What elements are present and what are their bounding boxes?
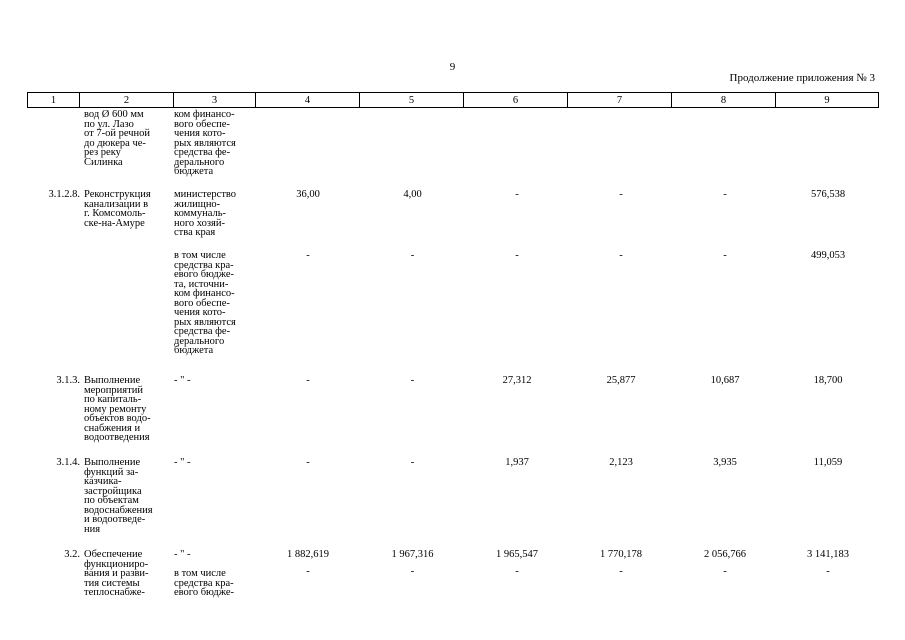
- row-executor-line: ком финансо-: [174, 109, 235, 120]
- row-executor-line: в том числе: [174, 250, 226, 261]
- row-name-line: водоснабжения: [84, 504, 153, 516]
- row-executor-line: ком финансо-: [174, 288, 235, 299]
- row-name-line: г. Комсомоль-: [84, 208, 146, 219]
- row-value: 1 967,316: [391, 549, 434, 560]
- row-name-line: тия системы: [84, 577, 140, 589]
- row-executor-line: средства кра-: [174, 577, 234, 589]
- row-name-line: вод Ø 600 мм: [84, 109, 144, 120]
- row-executor-line: - " -: [174, 549, 191, 560]
- header-cell: 9: [776, 93, 879, 108]
- page-number: 9: [449, 61, 456, 73]
- row-value: 10,687: [710, 375, 740, 386]
- row-value: -: [410, 250, 415, 261]
- row-name-line: Силинка: [84, 156, 123, 168]
- row-executor-line: жилищно-: [174, 198, 221, 210]
- row-name: [84, 376, 170, 443]
- header-cell: 5: [360, 93, 464, 108]
- row-value: 18,700: [813, 375, 843, 386]
- row-value: -: [306, 250, 310, 261]
- row-executor-line: евого бюдже-: [174, 587, 234, 598]
- row-name-line: застройщика: [84, 485, 142, 497]
- row-executor-line: - " -: [174, 375, 191, 386]
- row-value: 3,935: [713, 457, 737, 468]
- row-executor: [174, 251, 254, 356]
- row-code: 3.1.2.8.: [48, 189, 80, 200]
- row-value: 2,123: [609, 457, 633, 468]
- row-value: -: [306, 375, 310, 386]
- row-executor-line: вого обеспе-: [174, 118, 230, 130]
- row-executor-line: коммуналь-: [174, 208, 227, 219]
- row-executor: [174, 458, 254, 468]
- row-name-line: рез реку: [84, 147, 121, 158]
- row-name: [84, 110, 170, 167]
- row-code: 3.1.4.: [56, 457, 80, 468]
- header-cell: 6: [464, 93, 568, 108]
- row-name-line: водоотведения: [84, 432, 150, 443]
- row-name-line: по капиталь-: [84, 394, 142, 405]
- row-name: [84, 458, 170, 534]
- column-header-table: [27, 92, 879, 108]
- row-name-line: казчика-: [84, 476, 122, 487]
- row-value: -: [723, 566, 727, 577]
- row-name-line: ния: [84, 523, 101, 535]
- row-value: 499,053: [810, 250, 846, 261]
- row-executor-line: министерство: [174, 189, 237, 200]
- row-name-line: и водоотведе-: [84, 514, 146, 525]
- row-executor-line: в том числе: [174, 568, 226, 579]
- row-executor-line: средства кра-: [174, 259, 234, 271]
- row-executor-line: рых являются: [174, 316, 236, 328]
- row-name-line: теплоснабже-: [84, 587, 145, 598]
- row-value: -: [410, 566, 415, 577]
- row-code: 3.1.3.: [56, 375, 80, 386]
- row-value: -: [515, 189, 519, 200]
- row-value: -: [723, 250, 727, 261]
- row-value: -: [619, 189, 623, 200]
- row-value: 25,877: [606, 375, 636, 386]
- row-executor-line: та, источни-: [174, 278, 229, 290]
- row-executor-line: чения кото-: [174, 128, 226, 139]
- row-name-line: функциониро-: [84, 558, 149, 570]
- row-executor-line: ства края: [174, 227, 216, 238]
- row-executor: [174, 376, 254, 386]
- row-value: -: [410, 457, 415, 468]
- row-executor: [174, 569, 254, 598]
- row-value: 1 965,547: [496, 549, 538, 560]
- row-executor-line: средства фе-: [174, 326, 231, 337]
- header-cell: 4: [256, 93, 360, 108]
- row-name-line: канализации в: [84, 198, 149, 210]
- row-value: -: [619, 250, 623, 261]
- row-executor-line: дерального: [174, 156, 225, 168]
- row-value: 4,00: [403, 189, 422, 200]
- row-value: -: [619, 566, 623, 577]
- row-value: 2 056,766: [704, 549, 746, 560]
- row-executor: [174, 110, 254, 177]
- row-name-line: ске-на-Амуре: [84, 217, 145, 229]
- row-executor: [174, 190, 254, 238]
- row-value: -: [515, 566, 519, 577]
- continuation-label: Продолжение приложения № 3: [729, 72, 875, 84]
- row-name-line: Выполнение: [84, 457, 141, 468]
- row-name-line: Реконструкция: [84, 189, 151, 200]
- row-value: 27,312: [502, 375, 532, 386]
- row-name: [84, 550, 170, 598]
- row-name: [84, 190, 170, 228]
- row-name-line: Обеспечение: [84, 549, 143, 560]
- row-name-line: объектов водо-: [84, 413, 151, 424]
- row-value: 36,00: [296, 189, 320, 200]
- row-executor-line: средства фе-: [174, 147, 231, 158]
- row-executor-line: - " -: [174, 457, 191, 468]
- row-name-line: функций за-: [84, 466, 139, 478]
- row-name-line: от 7-ой речной: [84, 128, 150, 139]
- row-executor-line: бюджета: [174, 166, 214, 177]
- row-value: 1 882,619: [287, 549, 329, 560]
- row-code: 3.2.: [64, 549, 80, 560]
- row-executor-line: ного хозяй-: [174, 217, 225, 229]
- row-name-line: Выполнение: [84, 375, 141, 386]
- row-value: -: [410, 375, 415, 386]
- row-name-line: по ул. Лазо: [84, 118, 134, 130]
- header-cell: 3: [174, 93, 256, 108]
- row-executor-line: бюджета: [174, 345, 214, 356]
- row-name-line: снабжения и: [84, 422, 141, 434]
- header-cell: 8: [672, 93, 776, 108]
- row-name-line: по объектам: [84, 495, 139, 506]
- row-value: -: [826, 566, 830, 577]
- row-name-line: ному ремонту: [84, 403, 147, 415]
- row-value: -: [306, 457, 310, 468]
- row-value: -: [723, 189, 727, 200]
- row-executor-line: чения кото-: [174, 307, 226, 318]
- row-executor-line: дерального: [174, 335, 225, 347]
- row-value: 576,538: [810, 189, 846, 200]
- header-cell: 2: [80, 93, 174, 108]
- header-cell: 1: [28, 93, 80, 108]
- row-executor-line: евого бюдже-: [174, 269, 234, 280]
- row-value: 11,059: [813, 457, 843, 468]
- row-value: -: [306, 566, 310, 577]
- row-name-line: мероприятий: [84, 384, 143, 396]
- row-executor-line: вого обеспе-: [174, 297, 230, 309]
- row-value: 3 141,183: [807, 549, 849, 560]
- row-executor-line: рых являются: [174, 137, 236, 149]
- row-executor: [174, 550, 254, 560]
- header-cell: 7: [568, 93, 672, 108]
- row-name-line: вания и разви-: [84, 568, 149, 579]
- row-value: -: [515, 250, 519, 261]
- row-name-line: до дюкера че-: [84, 137, 146, 149]
- header-row: [28, 93, 879, 108]
- row-value: 1 770,178: [600, 549, 642, 560]
- row-value: 1,937: [505, 457, 529, 468]
